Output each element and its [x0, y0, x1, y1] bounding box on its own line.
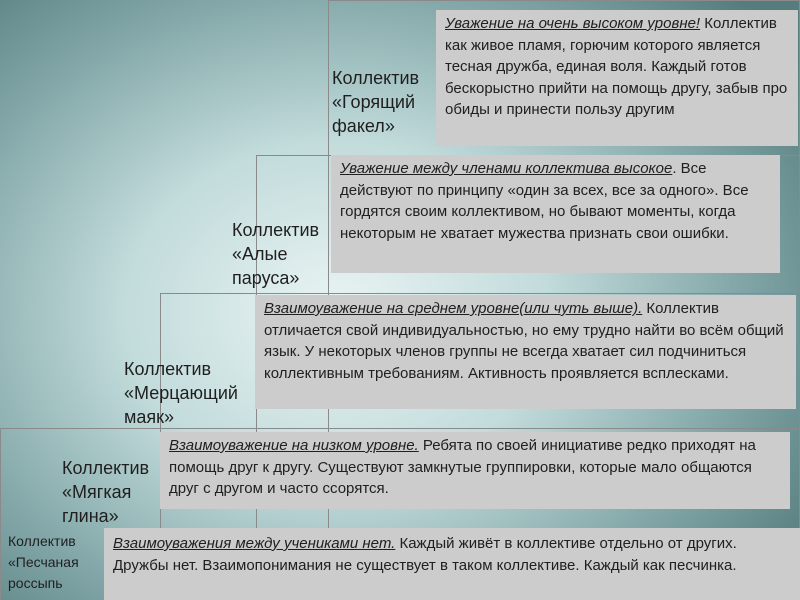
level-text-3: Коллектив отличается свой индивидуальностью, но ему трудно найти во всём общий язык. У некоторых членов группы не всегда хватает сил подчиниться коллективным требованиям. Активность проявляется всплесками. [264, 300, 784, 382]
level-description-1 [436, 10, 798, 146]
level-name-3: Коллектив «Мерцающий маяк» [124, 359, 238, 427]
level-description-4 [160, 432, 790, 509]
level-highlight-1: Уважение на очень высоком уровне! [445, 15, 701, 32]
level-highlight-2: Уважение между членами коллектива высокое [340, 160, 673, 177]
level-description-5 [104, 528, 800, 600]
level-text-5: Каждый живёт в коллективе отдельно от других. Дружбы нет. Взаимопонимания не существует в таком коллективе. Каждый как песчинка. [113, 535, 737, 574]
level-name-4: Коллектив «Мягкая глина» [62, 458, 150, 526]
level-highlight-4: Взаимоуважение на низком уровне. [169, 437, 419, 454]
level-name-5: Коллектив «Песчаная россыпь [8, 533, 79, 591]
level-highlight-3: Взаимоуважение на среднем уровне(или чуть выше). [264, 300, 643, 317]
level-name-1: Коллектив «Горящий факел» [332, 68, 420, 136]
level-name-2: Коллектив «Алые паруса» [232, 220, 320, 288]
level-highlight-5: Взаимоуважения между учениками нет. [113, 535, 396, 552]
level-text-2: . Все действуют по принципу «один за всех, все за одного». Все гордятся своим коллективом, но бывают моменты, когда некоторым не хватает мужества признать свои ошибки. [340, 160, 749, 242]
level-text-1: Коллектив как живое пламя, горючим которого является тесная дружба, единая воля. Каждый готов бескорыстно прийти на помощь другу, забыв про обиды и принести пользу другим [445, 15, 788, 118]
level-description-3 [255, 295, 796, 409]
level-description-2 [331, 155, 780, 273]
level-text-4: Ребята по своей инициативе редко приходят на помощь друг к другу. Существуют замкнутые группировки, которые мало общаются друг с другом и часто ссорятся. [169, 437, 756, 497]
